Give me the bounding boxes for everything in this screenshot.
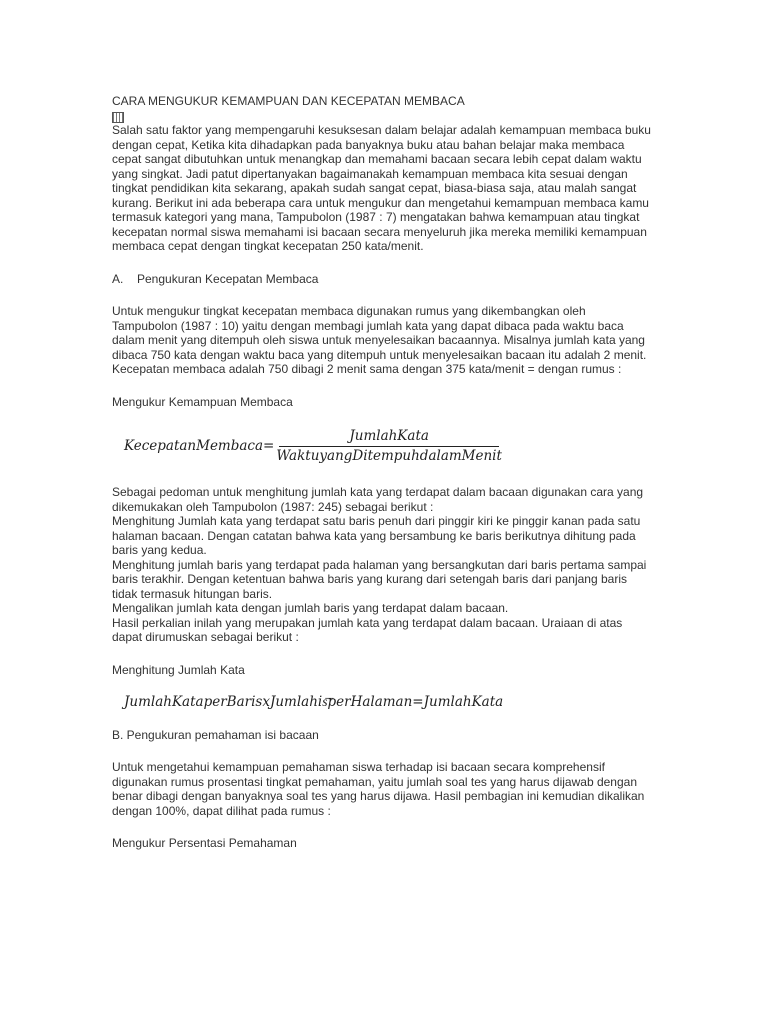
spacer xyxy=(112,710,652,728)
missing-glyph-icon xyxy=(112,109,652,124)
guide-step-1: Menghitung Jumlah kata yang terdapat satu baris penuh dari pinggir kiri ke pinggir kanan pada satu halaman bacaan. Dengan catatan bahwa kata yang bersambung ke baris berikutnya dihitung pada baris yang kedua. xyxy=(112,514,641,557)
section-b-body: Untuk mengetahui kemampuan pemahaman siswa terhadap isi bacaan secara komprehensif digunakan rumus prosentasi tingkat pemahaman, yaitu jumlah soal tes yang harus dijawab dengan benar dibagi dengan banyaknya soal tes yang harus dijawa. Hasil pembagian ini kemudian dikalikan dengan 100%, dapat dilihat pada rumus : xyxy=(112,760,645,818)
section-a-body: Untuk mengukur tingkat kecepatan membaca digunakan rumus yang dikembangkan oleh Tampubolon (1987 : 10) yaitu dengan membagi jumlah kata yang dapat dibaca pada waktu baca dalam menit yang ditempuh oleh siswa untuk menyelesaikan bacaannya. Misalnya jumlah kata yang dibaca 750 kata dengan waktu baca yang ditempuh untuk menyelesaikan bacaan itu adalah 2 menit. Kecepatan membaca adalah 750 dibagi 2 menit sama dengan 375 kata/menit = dengan rumus : xyxy=(112,304,647,376)
reading-speed-formula-label: Mengukur Kemampuan Membaca xyxy=(112,394,293,409)
spacer xyxy=(112,818,652,836)
guide-intro: Sebagai pedoman untuk menghitung jumlah kata yang terdapat dalam bacaan digunakan cara yang dikemukakan oleh Tampubolon (1987: 245) sebagai berikut : xyxy=(112,485,644,514)
comprehension-formula-label: Mengukur Persentasi Pemahaman xyxy=(112,836,297,850)
reading-speed-formula xyxy=(124,423,652,469)
section-a-heading xyxy=(112,272,652,287)
word-count-formula-label: Menghitung Jumlah Kata xyxy=(112,662,245,677)
spacer xyxy=(112,645,652,663)
spacer xyxy=(112,469,652,485)
document-page xyxy=(112,94,652,851)
word-count-formula: JumlahKataperBarisxJumlahis͞perHalaman=JumlahKata xyxy=(124,694,504,710)
document-title: CARA MENGUKUR KEMAMPUAN DAN KECEPATAN MEMBACA xyxy=(112,94,465,108)
guide-step-4: Hasil perkalian inilah yang merupakan jumlah kata yang terdapat dalam bacaan. Uraiaan di atas dapat dirumuskan sebagai berikut : xyxy=(112,615,623,644)
spacer xyxy=(112,286,652,304)
spacer xyxy=(112,742,652,760)
formula-numerator: JumlahKata xyxy=(279,429,499,447)
section-a-marker: A. xyxy=(112,271,124,286)
formula-lhs: KecepatanMembaca= xyxy=(124,437,275,454)
guide-step-2: Menghitung jumlah baris yang terdapat pada halaman yang bersangkutan dari baris pertama sampai baris terakhir. Dengan ketentuan bahwa baris yang kurang dari setengah baris dari panjang baris tidak termasuk hitungan baris. xyxy=(112,557,647,601)
formula-fraction xyxy=(276,429,502,463)
replacement-glyph-icon xyxy=(112,112,124,123)
section-b-heading: B. Pengukuran pemahaman isi bacaan xyxy=(112,727,319,742)
intro-paragraph: Salah satu faktor yang mempengaruhi kesuksesan dalam belajar adalah kemampuan membaca buku dengan cepat, Ketika kita dihadapkan pada banyaknya buku atau bahan belajar maka membaca cepat sangat dibutuhkan untuk menangkap dan memahami bacaan secara lebih cepat dalam waktu yang singkat. Jadi patut dipertanyakan bagaimanakah kemampuan membaca kita sesuai dengan tingkat pendidikan kita sekarang, apakah sudah sangat cepat, biasa-biasa saja, atau malah sangat kurang. Berikut ini ada beberapa cara untuk mengukur dan mengetahui kemampuan membaca kamu termasuk kategori yang mana, Tampubolon (1987 : 7) mengatakan bahwa kemampuan atau tingkat kecepatan normal siswa memahami isi bacaan secara menyeluruh jika mereka memiliki kemampuan membaca cepat dengan tingkat kecepatan 250 kata/menit. xyxy=(112,123,651,253)
formula-denominator: WaktuyangDitempuhdalamMenit xyxy=(276,447,502,464)
spacer xyxy=(112,377,652,395)
section-a-heading-text: Pengukuran Kecepatan Membaca xyxy=(137,271,319,286)
guide-step-3: Mengalikan jumlah kata dengan jumlah baris yang terdapat dalam bacaan. xyxy=(112,601,509,615)
